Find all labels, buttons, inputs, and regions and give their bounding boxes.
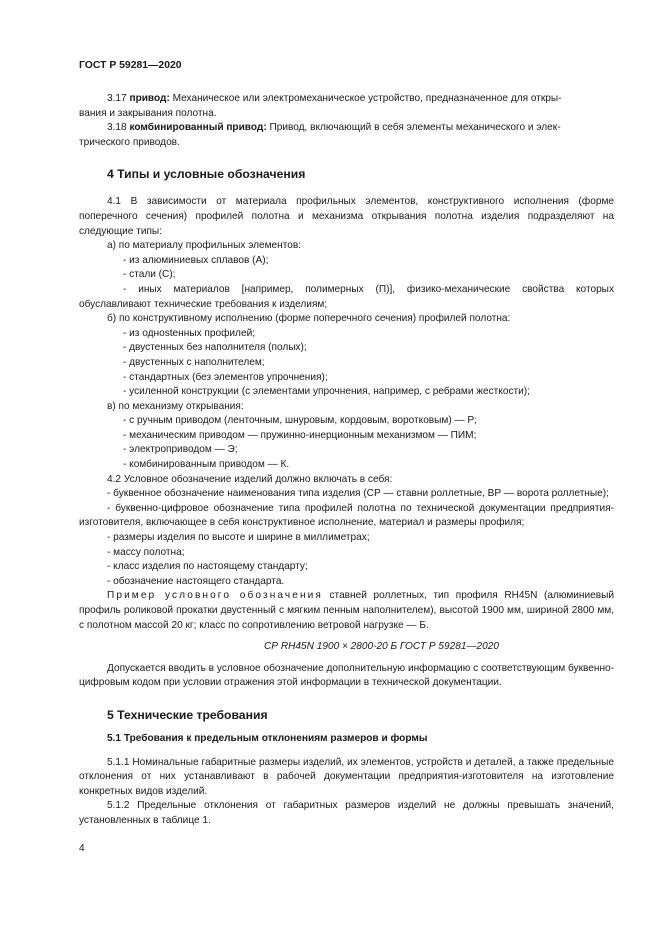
list-a-item: - из алюминиевых сплавов (А);: [123, 254, 269, 266]
list-b-item: - усиленной конструкции (с элементами упрочнения, например, с ребрами жесткости);: [123, 386, 530, 398]
list-a-item: - стали (С);: [123, 269, 176, 281]
list-c-title: в) по механизму открывания:: [107, 400, 244, 412]
designation-item: - класс изделия по настоящему стандарту;: [107, 561, 308, 573]
example-label: Пример условного обозначения: [107, 590, 323, 602]
clause-5-1-2: 5.1.2 Предельные отклонения от габаритных размеров изделий не должны превышать значений, установленных в таблице 1.: [79, 800, 614, 826]
designation-item: - размеры изделия по высоте и ширине в миллиметрах;: [107, 532, 370, 544]
clause-3-18: 3.18 комбинированный привод: Привод, включающий в себя элементы механического и элек- трического приводов.: [79, 122, 561, 148]
designation-item: - буквенное обозначение наименования типа изделия (СР — ставни роллетные, ВР — ворота роллетные);: [107, 488, 609, 500]
list-c-item: - с ручным приводом (ленточным, шнуровым, кордовым, воротковым) — Р;: [123, 415, 477, 427]
designation-item: - буквенно-цифровое обозначение типа профилей полотна по технической документации предприятия-изготовителя, включающее в себя конструктивное исполнение, материал и размеры профиля;: [79, 502, 614, 529]
designation-item: - обозначение настоящего стандарта.: [107, 575, 285, 587]
document-code-header: ГОСТ Р 59281—2020: [79, 60, 182, 71]
list-b-item: - из однostенных профилей;: [123, 327, 256, 339]
list-b-item: - двустенных с наполнителем;: [123, 356, 265, 368]
list-c-item: - комбинированным приводом — К.: [123, 459, 290, 471]
list-c-item: - электроприводом — Э;: [123, 444, 238, 456]
list-b-item: - стандартных (без элементов упрочнения);: [123, 371, 328, 383]
term-combined-privod: комбинированный привод:: [129, 122, 267, 134]
clause-3-17: 3.17 привод: Механическое или электромеханическое устройство, предназначенное для откры- вания и закрывания полотна.: [79, 93, 562, 119]
page-content: [79, 92, 614, 829]
clause-4-2: 4.2 Условное обозначение изделий должно включать в себя:: [107, 473, 393, 485]
designation-item: - массу полотна;: [107, 546, 185, 558]
clause-4-1: 4.1 В зависимости от материала профильных элементов, конструктивного исполнения (форме поперечного сечения) профилей полотна и механизма открывания полотна изделия подразделяют на следующие типы:: [79, 196, 614, 237]
designation-formula: СР RH45N 1900 × 2800-20 Б ГОСТ Р 59281—2020: [264, 641, 499, 653]
subsection-5-1-heading: 5.1 Требования к предельным отклонениям размеров и формы: [107, 732, 428, 744]
clause-5-1-1: 5.1.1 Номинальные габаритные размеры изделий, их элементов, устройств и деталей, а также предельные отклонения от них устанавливают в рабочей документации предприятия-изготовителя на изготовление конкретных видов изделий.: [79, 756, 614, 797]
example-paragraph: Пример условного обозначения ставней роллетных, тип профиля RH45N (алюминиевый профиль роликовой прокатки двустенный с мягким пенным наполнителем), высотой 1900 мм, шириной 2800 мм, с полотном массой 20 кг; класс по сопротивлению ветровой нагрузке — Б.: [79, 590, 614, 631]
list-b-title: б) по конструктивному исполнению (форме поперечного сечения) профилей полотна:: [107, 313, 511, 325]
list-b-item: - двустенных без наполнителя (полых);: [123, 342, 307, 354]
section-4-heading: 4 Типы и условные обозначения: [107, 167, 306, 182]
section-5-heading: 5 Технические требования: [107, 707, 268, 722]
list-a-item: - иных материалов [например, полимерных (П)], физико-механические свойства которых обуславливают технические требования к изделиям;: [79, 283, 614, 310]
term-privod: привод:: [129, 93, 170, 104]
list-c-item: - механическим приводом — пружинно-инерционным механизмом — ПИМ;: [123, 429, 477, 441]
allowed-paragraph: Допускается вводить в условное обозначение дополнительную информацию с соответствующим буквенно-цифровым кодом при условии отражения этой информации в технической документации.: [79, 662, 614, 689]
list-a-title: а) по материалу профильных элементов:: [107, 240, 302, 252]
page-number: 4: [79, 843, 85, 854]
